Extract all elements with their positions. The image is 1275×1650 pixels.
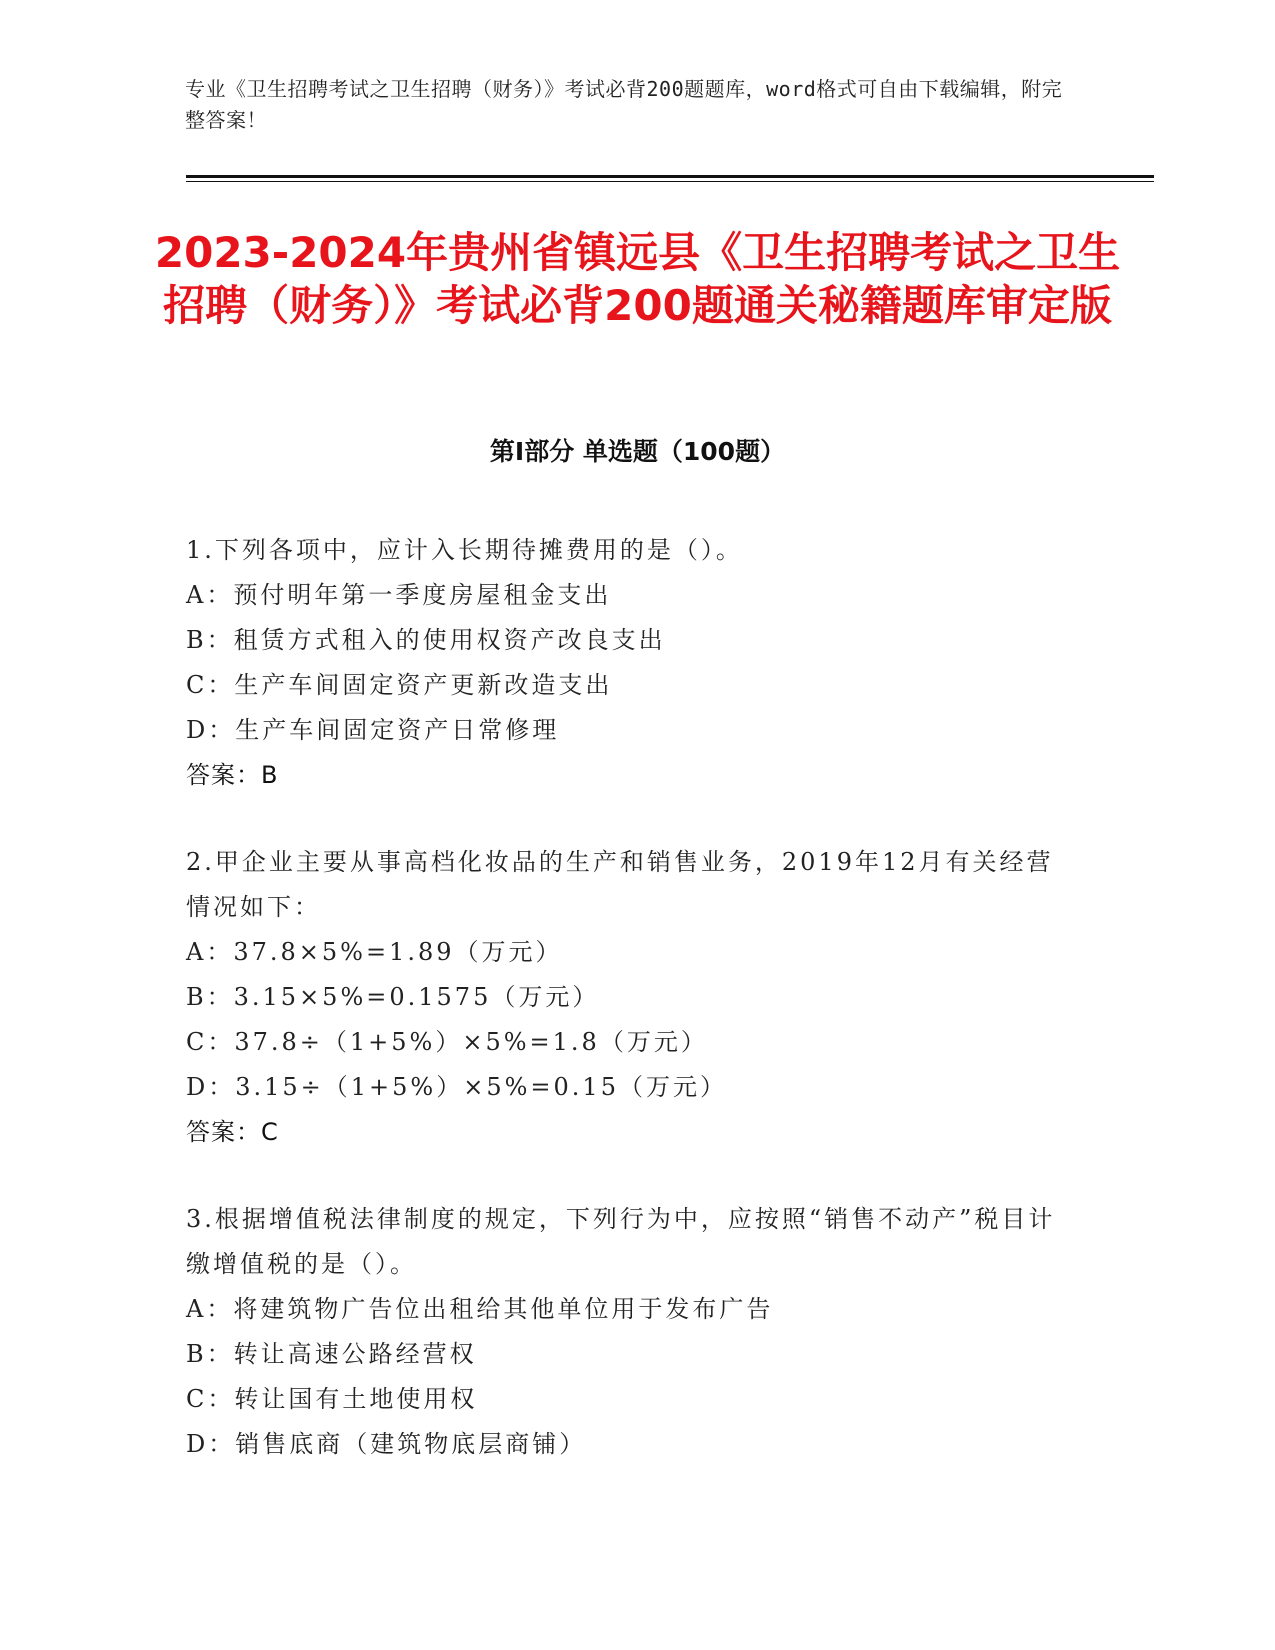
- option-a: A：将建筑物广告位出租给其他单位用于发布广告: [186, 1295, 774, 1323]
- answer-line: 答案：C: [186, 1118, 279, 1146]
- option-c: C：生产车间固定资产更新改造支出: [186, 671, 613, 699]
- answer-line: 答案：B: [186, 761, 279, 789]
- option-a: A：37.8×5%=1.89（万元）: [186, 938, 563, 966]
- option-d: D：销售底商（建筑物底层商铺）: [186, 1430, 587, 1458]
- question-3: [186, 1197, 1086, 1467]
- option-c: C：转让国有土地使用权: [186, 1385, 478, 1413]
- question-stem: 3.根据增值税法律制度的规定，下列行为中，应按照“销售不动产”税目计缴增值税的是（）。: [186, 1205, 1056, 1278]
- section-heading: 第Ⅰ部分 单选题（100题）: [489, 437, 786, 466]
- option-b: B：租赁方式租入的使用权资产改良支出: [186, 626, 666, 654]
- document-title: 2023-2024年贵州省镇远县《卫生招聘考试之卫生招聘（财务）》考试必背200题通关秘籍题库审定版: [154, 228, 1121, 330]
- option-c: C：37.8÷（1+5%）×5%=1.8（万元）: [186, 1028, 708, 1056]
- question-stem: 1.下列各项中，应计入长期待摊费用的是（）。: [186, 536, 743, 564]
- option-d: D：3.15÷（1+5%）×5%=0.15（万元）: [186, 1073, 727, 1101]
- question-list: [186, 528, 1086, 1509]
- question-1: [186, 528, 1086, 798]
- option-b: B：转让高速公路经营权: [186, 1340, 477, 1368]
- question-2: [186, 840, 1086, 1155]
- header-note: 专业《卫生招聘考试之卫生招聘（财务）》考试必背200题题库，word格式可自由下载编辑，附完整答案！: [185, 77, 1063, 132]
- question-stem: 2.甲企业主要从事高档化妆品的生产和销售业务，2019年12月有关经营情况如下：: [186, 848, 1054, 921]
- option-d: D：生产车间固定资产日常修理: [186, 716, 560, 744]
- option-a: A：预付明年第一季度房屋租金支出: [186, 581, 612, 609]
- option-b: B：3.15×5%=0.1575（万元）: [186, 983, 600, 1011]
- header-rule-thin: [186, 181, 1154, 182]
- header-rule-thick: [186, 175, 1154, 178]
